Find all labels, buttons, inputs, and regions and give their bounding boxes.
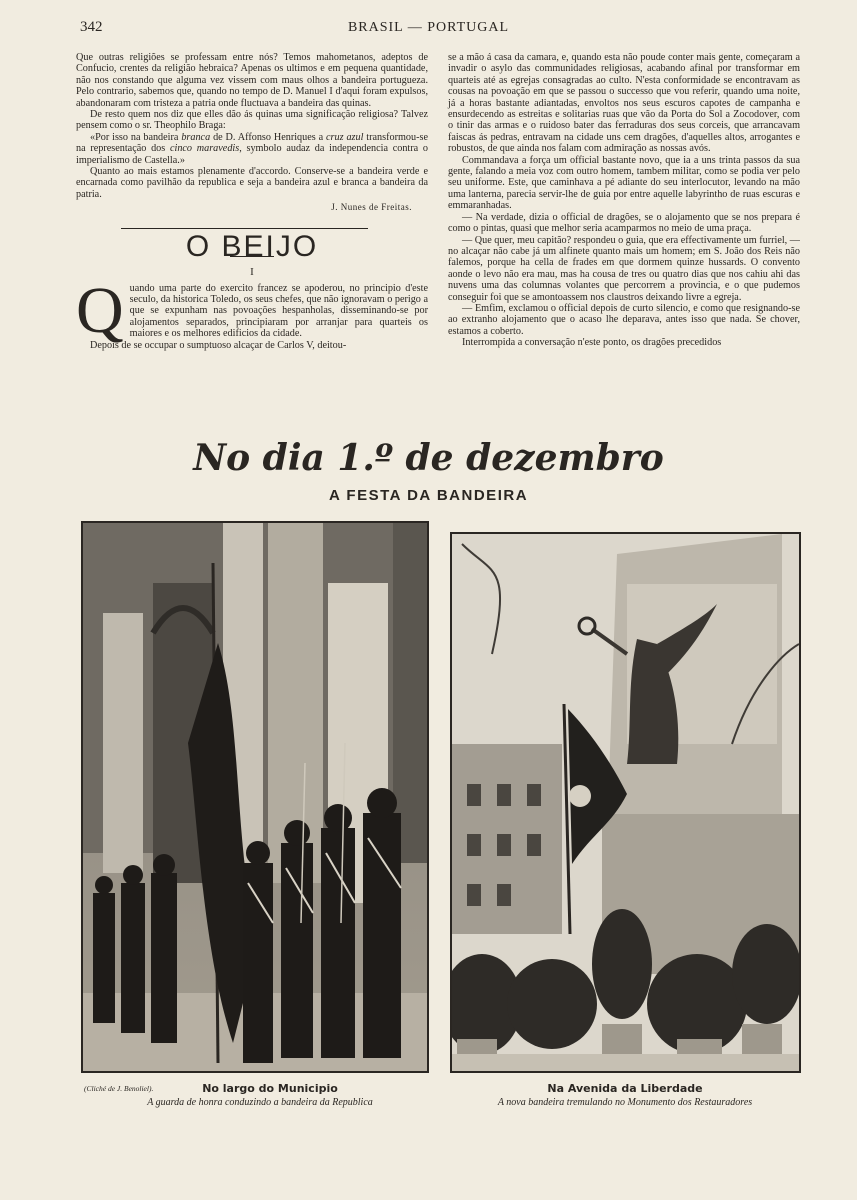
paragraph: De resto quem nos diz que elles dão ás quinas uma significação religiosa? Talvez pensem como o sr. Theophilo Braga: [76,109,428,132]
section-divider [121,228,368,229]
left-photo-caption-title: No largo do Municipio [202,1082,338,1095]
paragraph: Que outras religiões se professam entre nós? Temos mahometanos, adeptos de Confucio, crentes da religião hebraica? Apenas os ultimos e em pequena quantidade, não nos constando que alguma vez vissem com maus olhos a bandeira portugueza. Pelo contrario, sabemos que, quando no tempo de D. Manuel I d'aqui foram expulsos, abandonaram com tristeza a patria onde fluctuava a bandeira das quinas. [76,52,428,109]
quote-paragraph: «Por isso na bandeira branca de D. Affonso Henriques a cruz azul transformou-se na representação dos cinco maravedis, symbolo audaz da independencia contra o imperialismo de Castella.» [76,131,429,166]
dialogue-paragraph: — Emfim, exclamou o official depois de curto silencio, e como que resignando-se ao extranho alojamento que o acaso lhe deparava, antes isso que nada. Se chover, estamos a coberto. [448,302,800,337]
paragraph: se a mão á casa da camara, e, quando esta não poude conter mais gente, começaram a invadir o asylo das communidades religiosas, acabando afinal por transformar em quarteis até as egrejas consagradas ao culto. N'esta conformidade se encontravam as cousas na povoação em que se passou o successo que vou referir, quando uma noite, já a horas bastante adiantadas, envoltos nos seus escuros capotes de campanha e ensurdecendo as estreitas e solitarias ruas que vão da Porta do Sol a Zocodover, com o tinir das armas e o ruidoso bater das ferraduras dos seus corceis, que arrancavam faiscas ás pedras, entravam na cidade uns cem dragões, d'aquelles altos, arrogantes e robustos, de que ainda nos falam com admiração as nossas avós. [448,52,800,155]
right-text-column [448,52,800,349]
author-signature: J. Nunes de Freitas. [331,202,412,213]
paragraph: Quanto ao mais estamos plenamente d'accordo. Conserve-se a bandeira verde e encarnada como pavilhão da republica e seja a bandeira azul e branca a bandeira da patria. [76,166,428,200]
photo-restauradores-monument [450,532,801,1073]
left-photo-caption: A guarda de honra conduzindo a bandeira da Republica [147,1097,373,1108]
right-photo-caption: A nova bandeira tremulando no Monumento dos Restauradores [497,1097,753,1108]
running-title: BRASIL — PORTUGAL [347,20,510,35]
paragraph: Commandava a força um official bastante novo, que ia a uns trinta passos da sua gente, falando a meia voz com outro homem, tambem militar, como se podia ver pelo seu uniforme. Este, que caminhava a pé adiante do seu interlocutor, levando na mão uma lanterna, parecia servir-lhe de guia por entre aquelle labyrintho de ruas escuras e emmaranhadas. [448,154,800,212]
story-title: O BEIJO [185,229,319,263]
feature-subheadline: A FESTA DA BANDEIRA [328,487,529,504]
feature-headline: No dia 1.º de dezembro [193,437,664,479]
right-photo-caption-title: Na Avenida da Liberdade [547,1082,703,1095]
dialogue-paragraph: — Na verdade, dizia o official de dragões, se o alojamento que se nos prepara é como o pintas, quasi que melhor seria acamparmos no meio de uma praça. [448,211,800,235]
photo-credit: (Cliché de J. Benoliel). [84,1084,154,1093]
photo-monument-illustration [452,534,799,1071]
opening-paragraph: Quando uma parte do exercito francez se apoderou, no principio d'este seculo, da historica Toledo, os seus chefes, que não ignoravam o perigo a que se expunham nas povoações hespanholas, disseminando-se por alojamentos separados, principiaram por arranjar para quarteis os maiores e os melhores edificios da cidade. [76,273,428,347]
paragraph: Depois de se occupar o sumptuoso alcaçar de Carlos V, deitou- [90,339,347,351]
page-number: 342 [80,19,103,35]
chapter-numeral: I [250,266,254,279]
dialogue-paragraph: — Que quer, meu capitão? respondeu o guia, que era effectivamente um furriel, — no alcaçar não cabe já um alfinete quanto mais um homem; em S. João dos Reis não falemos, porque ha cella de frades em que dormem quinze hussards. O convento aonde o levo não era mau, mas ha cousa de tres ou quatro dias que nos cahiu ahi das nuvens uma das columnas volantes que percorrem a provincia, e o que pudemos conseguir foi que se amontoassem nos claustros deixando livre a egreja. [448,234,800,303]
photo-guard-of-honour [81,521,429,1073]
photo-guard-illustration [83,523,427,1071]
drop-cap: Q [76,273,124,347]
paragraph: Interrompida a conversação n'este ponto, os dragões precedidos [462,337,722,349]
left-text-column [76,52,428,351]
